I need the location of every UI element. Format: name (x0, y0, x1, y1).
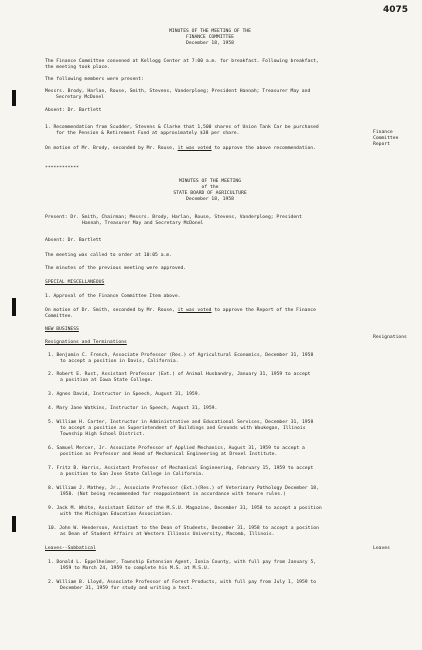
special-misc-heading: SPECIAL MISCELLANEOUS (45, 280, 105, 285)
board-motion-end: Committee. (45, 314, 74, 319)
board-previous-minutes: The minutes of the previous meeting were approved. (45, 266, 187, 271)
leave-2-line-2: December 31, 1959 for study and writing a text. (60, 586, 193, 591)
fc-members-2: Secretary McDonel (56, 95, 104, 100)
leave-2-line-1: 2. William B. Lloyd, Associate Professor of Forest Products, with full pay from July 1, 1959 to (48, 580, 317, 585)
fc-title-2: FINANCE COMMITTEE (186, 35, 234, 40)
fc-date: December 18, 1958 (186, 41, 234, 46)
resignation-7-line-2: a position to San Jose State College in California. (60, 472, 204, 477)
board-motion-pre: On motion of Dr. Smith, seconded by Mr. Rouse, (45, 308, 178, 313)
fc-motion-pre: On motion of Mr. Brody, seconded by Mr. Rouse, (45, 146, 178, 151)
margin-note-finance-1: Finance (373, 130, 393, 135)
board-motion-voted: it was voted (177, 308, 212, 313)
board-date: December 18, 1958 (186, 197, 234, 202)
margin-note-resignations: Resignations (373, 335, 407, 340)
board-motion-post: to approve the Report of the Finance (211, 308, 316, 313)
binder-mark-bottom (12, 516, 16, 532)
resignation-3-line-1: 3. Agnes David, Instructor in Speech, August 31, 1959. (48, 392, 201, 397)
resignation-5-line-2: to accept a position as Superintendent of Buildings and Grounds with Waukegan, Illinois (60, 426, 306, 431)
fc-motion-voted: it was voted (177, 146, 212, 151)
binder-mark-middle (12, 298, 16, 316)
board-title-1: MINUTES OF THE MEETING (178, 179, 242, 184)
fc-convened: The Finance Committee convened at Kellogg Center at 7:00 a.m. for breakfast. Following breakfast, (45, 59, 319, 64)
board-present-1: Present: Dr. Smith, Chairman; Messrs. Brody, Harlan, Rouse, Stevens, Vanderploeg; President (45, 215, 302, 220)
resignation-10-line-1: 10. John W. Henderson, Assistant to the Dean of Students, December 31, 1958 to accept a position (48, 526, 319, 531)
resignation-5-line-3: Township High School District. (60, 432, 145, 437)
binder-mark-top (12, 90, 16, 106)
resignation-9-line-2: with the Michigan Education Association. (60, 512, 173, 517)
leaves-heading: Leaves--Sabbatical (45, 546, 96, 551)
fc-motion-post: to approve the above recommendation. (211, 146, 316, 151)
resignations-heading: Resignations and Terminations (45, 340, 127, 345)
margin-note-finance-2: Committee (373, 136, 399, 141)
fc-motion (45, 146, 316, 152)
resignation-8-line-1: 8. William J. Mathey, Jr., Associate Professor (Ext.)(Res.) of Veterinary Pathology December 18, (48, 486, 319, 491)
separator: ************ (45, 166, 79, 171)
leave-1-line-2: 1959 to March 24, 1959 to complete his M.S. at M.S.U. (60, 566, 210, 571)
resignation-2-line-1: 2. Robert E. Rust, Assistant Professor (Ext.) of Animal Husbandry, January 31, 1959 to accept (48, 372, 311, 377)
resignation-10-line-2: as Dean of Student Affairs at Western Illinois University, Macomb, Illinois. (60, 532, 275, 537)
board-title-2: of the (201, 185, 219, 190)
resignation-2-line-2: a position at Iowa State College. (60, 378, 154, 383)
leave-1-line-1: 1. Donald L. Eppelheimer, Township Extension Agent, Ionia County, with full pay from January 5, (48, 560, 317, 565)
new-business-heading: NEW BUSINESS (45, 327, 79, 332)
fc-item-1b: for the Pension & Retirement Fund at approximately $38 per share. (56, 131, 240, 136)
board-motion (45, 308, 316, 314)
board-title-3: STATE BOARD OF AGRICULTURE (173, 191, 247, 196)
margin-note-leaves: Leaves (373, 546, 390, 551)
resignation-1-line-2: to accept a position in Davis, California. (60, 359, 179, 364)
special-item-1: 1. Approval of the Finance Committee Item above. (45, 294, 181, 299)
fc-absent: Absent: Dr. Bartlett (45, 108, 102, 113)
resignation-7-line-1: 7. Fritz B. Harris, Assistant Professor of Mechanical Engineering, February 15, 1959 to accept (48, 466, 314, 471)
fc-present-intro: The following members were present: (45, 77, 144, 82)
page-number: 4075 (383, 5, 409, 15)
fc-title-1: MINUTES OF THE MEETING OF THE (169, 29, 251, 34)
resignation-1-line-1: 1. Benjamin C. French, Associate Professor (Res.) of Agricultural Economics, December 31, 1958 (48, 353, 314, 358)
resignation-8-line-2: 1958. (Not being recommended for reappointment in accordance with tenure rules.) (60, 492, 286, 497)
fc-item-1a: 1. Recommendation from Scudder, Stevens & Clarke that 1,500 shares of Union Tank Car be purchased (45, 125, 319, 130)
fc-members-1: Messrs. Brody, Harlan, Rouse, Smith, Stevens, Vanderploeg; President Hannah; Treasurer May and (45, 89, 311, 94)
resignation-9-line-1: 9. Jack M. White, Assistant Editor of the M.S.U. Magazine, December 31, 1958 to accept a position (48, 506, 322, 511)
resignation-5-line-1: 5. William H. Carter, Instructor in Administrative and Educational Services, December 31, 1958 (48, 420, 314, 425)
resignation-4-line-1: 4. Mary Jane Watkins, Instructor in Speech, August 31, 1959. (48, 406, 218, 411)
margin-note-finance-3: Report (373, 142, 390, 147)
resignation-6-line-1: 6. Samuel Mercer, Jr. Associate Professor of Applied Mechanics, August 31, 1959 to accept a (48, 446, 305, 451)
board-absent: Absent: Dr. Bartlett (45, 238, 102, 243)
resignation-6-line-2: position as Professor and Head of Mechanical Engineering at Drexel Institute. (60, 452, 278, 457)
board-called-to-order: The meeting was called to order at 10:05 a.m. (45, 253, 172, 258)
board-present-2: Hannah, Treasurer May and Secretary McDonel (82, 221, 204, 226)
fc-convened-2: the meeting took place. (45, 65, 110, 70)
